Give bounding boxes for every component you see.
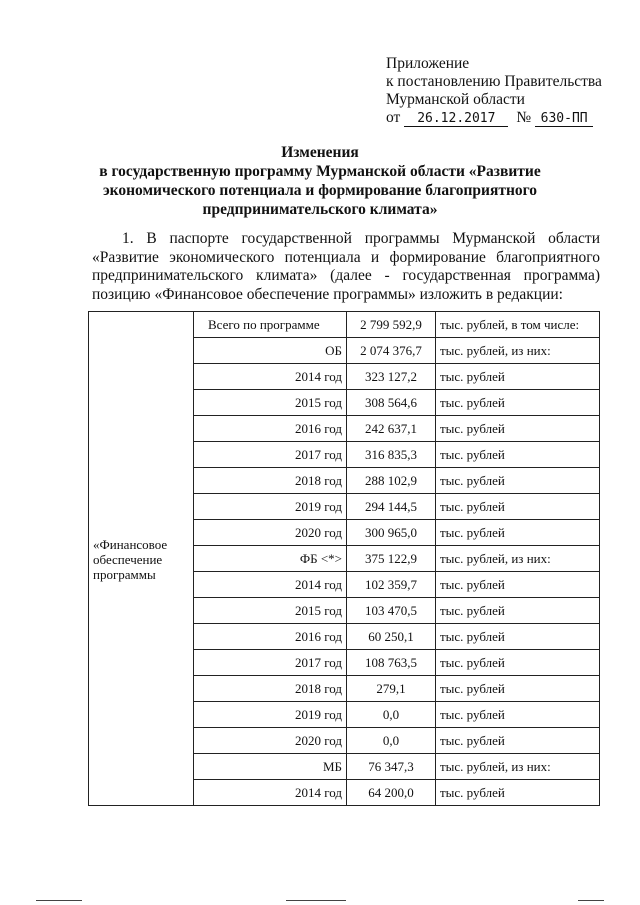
decree-number: 630-ПП [535, 112, 593, 127]
row-value: 279,1 [347, 676, 436, 702]
row-label: 2018 год [194, 676, 347, 702]
row-unit: тыс. рублей, из них: [436, 754, 600, 780]
appendix-title: Приложение [386, 55, 470, 72]
row-label: 2017 год [194, 442, 347, 468]
from-label: от [386, 109, 401, 126]
row-value: 108 763,5 [347, 650, 436, 676]
scan-artifact-line [578, 900, 604, 901]
row-label: 2019 год [194, 494, 347, 520]
row-value: 242 637,1 [347, 416, 436, 442]
appendix-region: Мурманской области [386, 91, 525, 108]
row-value: 64 200,0 [347, 780, 436, 806]
scan-artifact-line [286, 900, 346, 901]
row-unit: тыс. рублей [436, 442, 600, 468]
row-unit: тыс. рублей [436, 728, 600, 754]
row-label: 2018 год [194, 468, 347, 494]
heading-line-1: Изменения [281, 144, 359, 161]
decree-date: 26.12.2017 [404, 112, 508, 127]
financing-table [88, 311, 600, 806]
document-heading [60, 143, 580, 219]
row-label: ФБ <*> [194, 546, 347, 572]
appendix-decree: к постановлению Правительства [386, 73, 602, 90]
row-unit: тыс. рублей [436, 650, 600, 676]
heading-line-4: предпринимательского климата» [202, 201, 438, 218]
row-unit: тыс. рублей [436, 572, 600, 598]
row-value: 60 250,1 [347, 624, 436, 650]
row-value: 2 799 592,9 [347, 312, 436, 338]
row-unit: тыс. рублей, из них: [436, 338, 600, 364]
row-label: 2016 год [194, 416, 347, 442]
row-label: 2016 год [194, 624, 347, 650]
row-unit: тыс. рублей [436, 676, 600, 702]
financing-side-label: «Финансовое обеспечение программы [89, 312, 194, 806]
row-value: 375 122,9 [347, 546, 436, 572]
row-unit: тыс. рублей, в том числе: [436, 312, 600, 338]
row-label: МБ [194, 754, 347, 780]
intro-paragraph [92, 230, 600, 304]
appendix-block [386, 55, 602, 127]
row-label: ОБ [194, 338, 347, 364]
row-label: 2014 год [194, 572, 347, 598]
row-unit: тыс. рублей [436, 598, 600, 624]
row-unit: тыс. рублей, из них: [436, 546, 600, 572]
row-label: 2020 год [194, 520, 347, 546]
row-value: 103 470,5 [347, 598, 436, 624]
row-label: 2015 год [194, 598, 347, 624]
row-unit: тыс. рублей [436, 416, 600, 442]
row-label: 2014 год [194, 364, 347, 390]
row-value: 76 347,3 [347, 754, 436, 780]
row-unit: тыс. рублей [436, 520, 600, 546]
row-value: 323 127,2 [347, 364, 436, 390]
row-unit: тыс. рублей [436, 364, 600, 390]
row-value: 316 835,3 [347, 442, 436, 468]
row-value: 308 564,6 [347, 390, 436, 416]
row-value: 288 102,9 [347, 468, 436, 494]
row-value: 102 359,7 [347, 572, 436, 598]
row-unit: тыс. рублей [436, 468, 600, 494]
row-label: 2019 год [194, 702, 347, 728]
row-label: 2017 год [194, 650, 347, 676]
row-value: 0,0 [347, 728, 436, 754]
row-label: 2020 год [194, 728, 347, 754]
row-unit: тыс. рублей [436, 390, 600, 416]
heading-line-2: в государственную программу Мурманской области «Развитие [99, 163, 541, 180]
row-unit: тыс. рублей [436, 624, 600, 650]
row-value: 2 074 376,7 [347, 338, 436, 364]
heading-line-3: экономического потенциала и формирование благоприятного [102, 182, 538, 199]
intro-text: 1. В паспорте государственной программы Мурманской области «Развитие экономического потенциала и формирование благоприятного предпринимательского климата» (далее - государственная программа) позицию «Финансовое обеспечение программы» изложить в редакции: [92, 230, 600, 303]
row-label: 2014 год [194, 780, 347, 806]
row-unit: тыс. рублей [436, 494, 600, 520]
row-unit: тыс. рублей [436, 780, 600, 806]
number-label: № [516, 109, 532, 126]
row-label: 2015 год [194, 390, 347, 416]
row-value: 294 144,5 [347, 494, 436, 520]
row-value: 0,0 [347, 702, 436, 728]
row-label: Всего по программе [194, 312, 347, 338]
scan-artifact-line [36, 900, 82, 901]
appendix-date-line [386, 109, 602, 127]
row-value: 300 965,0 [347, 520, 436, 546]
row-unit: тыс. рублей [436, 702, 600, 728]
table-row [89, 312, 600, 338]
